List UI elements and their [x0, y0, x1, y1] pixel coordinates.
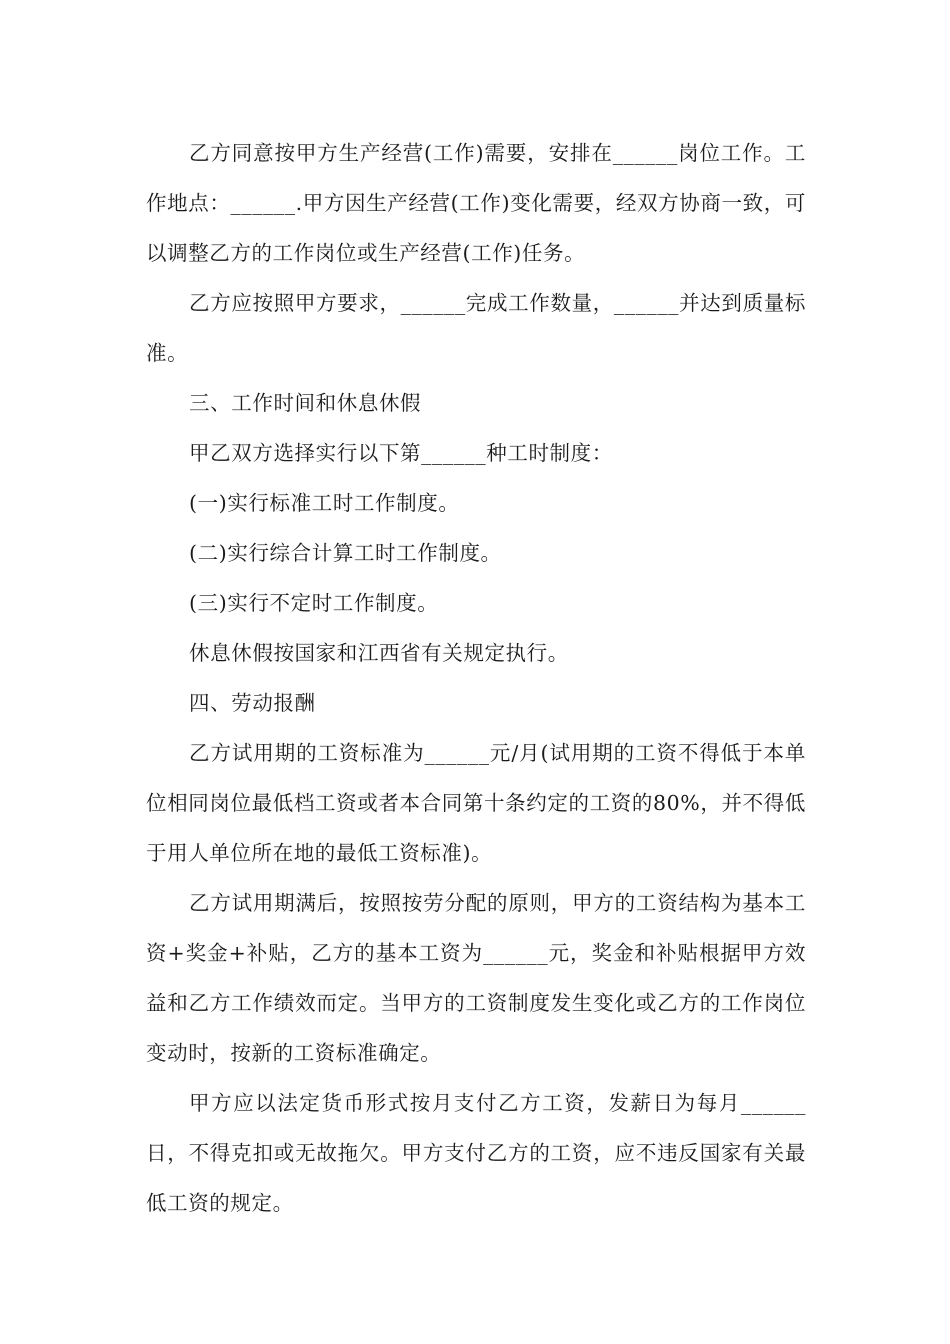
- paragraph-working-hours-choice: 甲乙双方选择实行以下第______种工时制度：: [189, 441, 613, 465]
- list-item-flexible-hours: (三)实行不定时工作制度。: [189, 591, 439, 615]
- paragraph-wage-structure: 乙方试用期满后，按照按劳分配的原则，甲方的工资结构为基本工资+奖金+补贴，乙方的基本工资为______元，奖金和补贴根据甲方效益和乙方工作绩效而定。当甲方的工资制度发生变化或乙方的工作岗位变动时，按新的工资标准确定。: [146, 891, 806, 1065]
- section-heading-working-hours: 三、工作时间和休息休假: [189, 391, 422, 415]
- document-body: [146, 128, 806, 1228]
- list-item-comprehensive-hours: (二)实行综合计算工时工作制度。: [189, 541, 502, 565]
- paragraph-probation-wage: 乙方试用期的工资标准为______元/月(试用期的工资不得低于本单位相同岗位最低档工资或者本合同第十条约定的工资的80%，并不得低于用人单位所在地的最低工资标准)。: [146, 741, 806, 865]
- section-heading-remuneration: 四、劳动报酬: [189, 691, 316, 715]
- paragraph-wage-payment: 甲方应以法定货币形式按月支付乙方工资，发薪日为每月______日，不得克扣或无故拖欠。甲方支付乙方的工资，应不违反国家有关最低工资的规定。: [146, 1091, 806, 1215]
- paragraph-work-quality: 乙方应按照甲方要求，______完成工作数量，______并达到质量标准。: [146, 291, 806, 365]
- paragraph-rest-leave: 休息休假按国家和江西省有关规定执行。: [189, 641, 569, 665]
- list-item-standard-hours: (一)实行标准工时工作制度。: [189, 491, 460, 515]
- paragraph-job-position: 乙方同意按甲方生产经营(工作)需要，安排在______岗位工作。工作地点：______.甲方因生产经营(工作)变化需要，经双方协商一致，可以调整乙方的工作岗位或生产经营(工作)任务。: [146, 141, 806, 265]
